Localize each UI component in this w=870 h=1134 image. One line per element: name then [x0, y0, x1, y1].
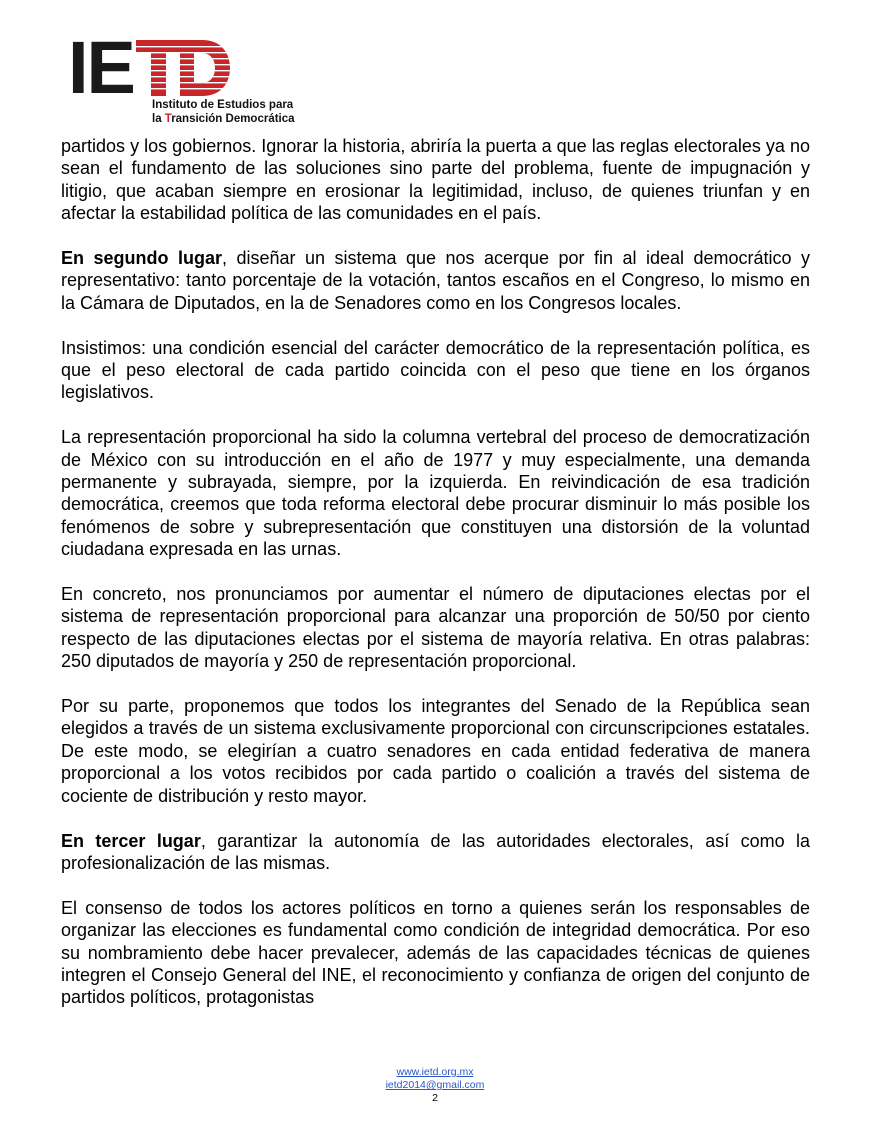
paragraph-heading: En tercer lugar — [61, 830, 201, 851]
document-body — [61, 135, 810, 1031]
institute-line-1: Instituto de Estudios para — [152, 99, 294, 111]
paragraph-7: En tercer lugar, garantizar la autonomía de las autoridades electorales, así como la profesionalización de las mismas. — [61, 830, 811, 873]
institute-line-2: la Transición Democrática — [152, 113, 295, 125]
institute-name — [152, 98, 295, 126]
paragraph-8: El consenso de todos los actores políticos en torno a quienes serán los responsables de organizar las elecciones es fundamental como condición de integridad democrática. Por eso su nombramiento debe hacer prevalecer, además de las capacidades técnicas de quienes integren el Consejo General del INE, el reconocimiento y confianza de origen del conjunto de partidos políticos, protagonistas — [61, 897, 810, 1008]
paragraph-5: En concreto, nos pronunciamos por aumentar el número de diputaciones electas por el sistema de representación proporcional para alcanzar una proporción de 50/50 por ciento respecto de las diputaciones electas por el sistema de mayoría relativa. En otras palabras: 250 diputados de mayoría y 250 de representación proporcional. — [61, 584, 810, 672]
page-footer — [0, 1066, 870, 1105]
logo-td-mark — [136, 38, 230, 98]
paragraph-2: En segundo lugar, diseñar un sistema que nos acerque por fin al ideal democrático y representativo: tanto porcentaje de la votación, tantos escaños en el Congreso, lo mismo en la Cámara de Diputados, en la de Senadores como en los Congresos locales. — [61, 248, 810, 313]
paragraph-6: Por su parte, proponemos que todos los integrantes del Senado de la República sean elegidos a través de un sistema exclusivamente proporcional con circunscripciones estatales. De este modo, se elegirían a cuatro senadores en cada entidad federativa de manera proporcional a los votos recibidos por cada partido o coalición a través del sistema de cociente de distribución y resto mayor. — [61, 696, 810, 806]
paragraph-heading: En segundo lugar — [61, 248, 222, 269]
paragraph-3: Insistimos: una condición esencial del carácter democrático de la representación política, es que el peso electoral de cada partido coincida con el peso que tiene en los órganos legislativos. — [61, 337, 810, 403]
paragraph-1: partidos y los gobiernos. Ignorar la historia, abriría la puerta a que las reglas electorales ya no sean el fundamento de las soluciones sino parte del problema, fuente de impugnación y litigio, que acaban siempre en erosionar la legitimidad, incluso, de quienes triunfan y en afectar la estabilidad política de las comunidades en el país. — [61, 136, 810, 224]
logo-letters-black: IE — [68, 26, 134, 109]
website-link[interactable]: www.ietd.org.mx — [396, 1066, 474, 1078]
page-number: 2 — [432, 1092, 438, 1104]
ietd-logo — [68, 26, 308, 128]
paragraph-4: La representación proporcional ha sido la columna vertebral del proceso de democratización de México con su introducción en el año de 1977 y muy especialmente, una demanda permanente y subrayada, siempre, por la izquierda. En reivindicación de esa tradición democrática, creemos que toda reforma electoral debe procurar disminuir lo más posible los fenómenos de sobre y subrepresentación que constituyen una distorsión de la voluntad ciudadana expresada en las urnas. — [61, 427, 810, 560]
email-link[interactable]: ietd2014@gmail.com — [385, 1079, 485, 1091]
logo-letters — [68, 26, 230, 109]
logo-td-graphic — [136, 38, 230, 98]
